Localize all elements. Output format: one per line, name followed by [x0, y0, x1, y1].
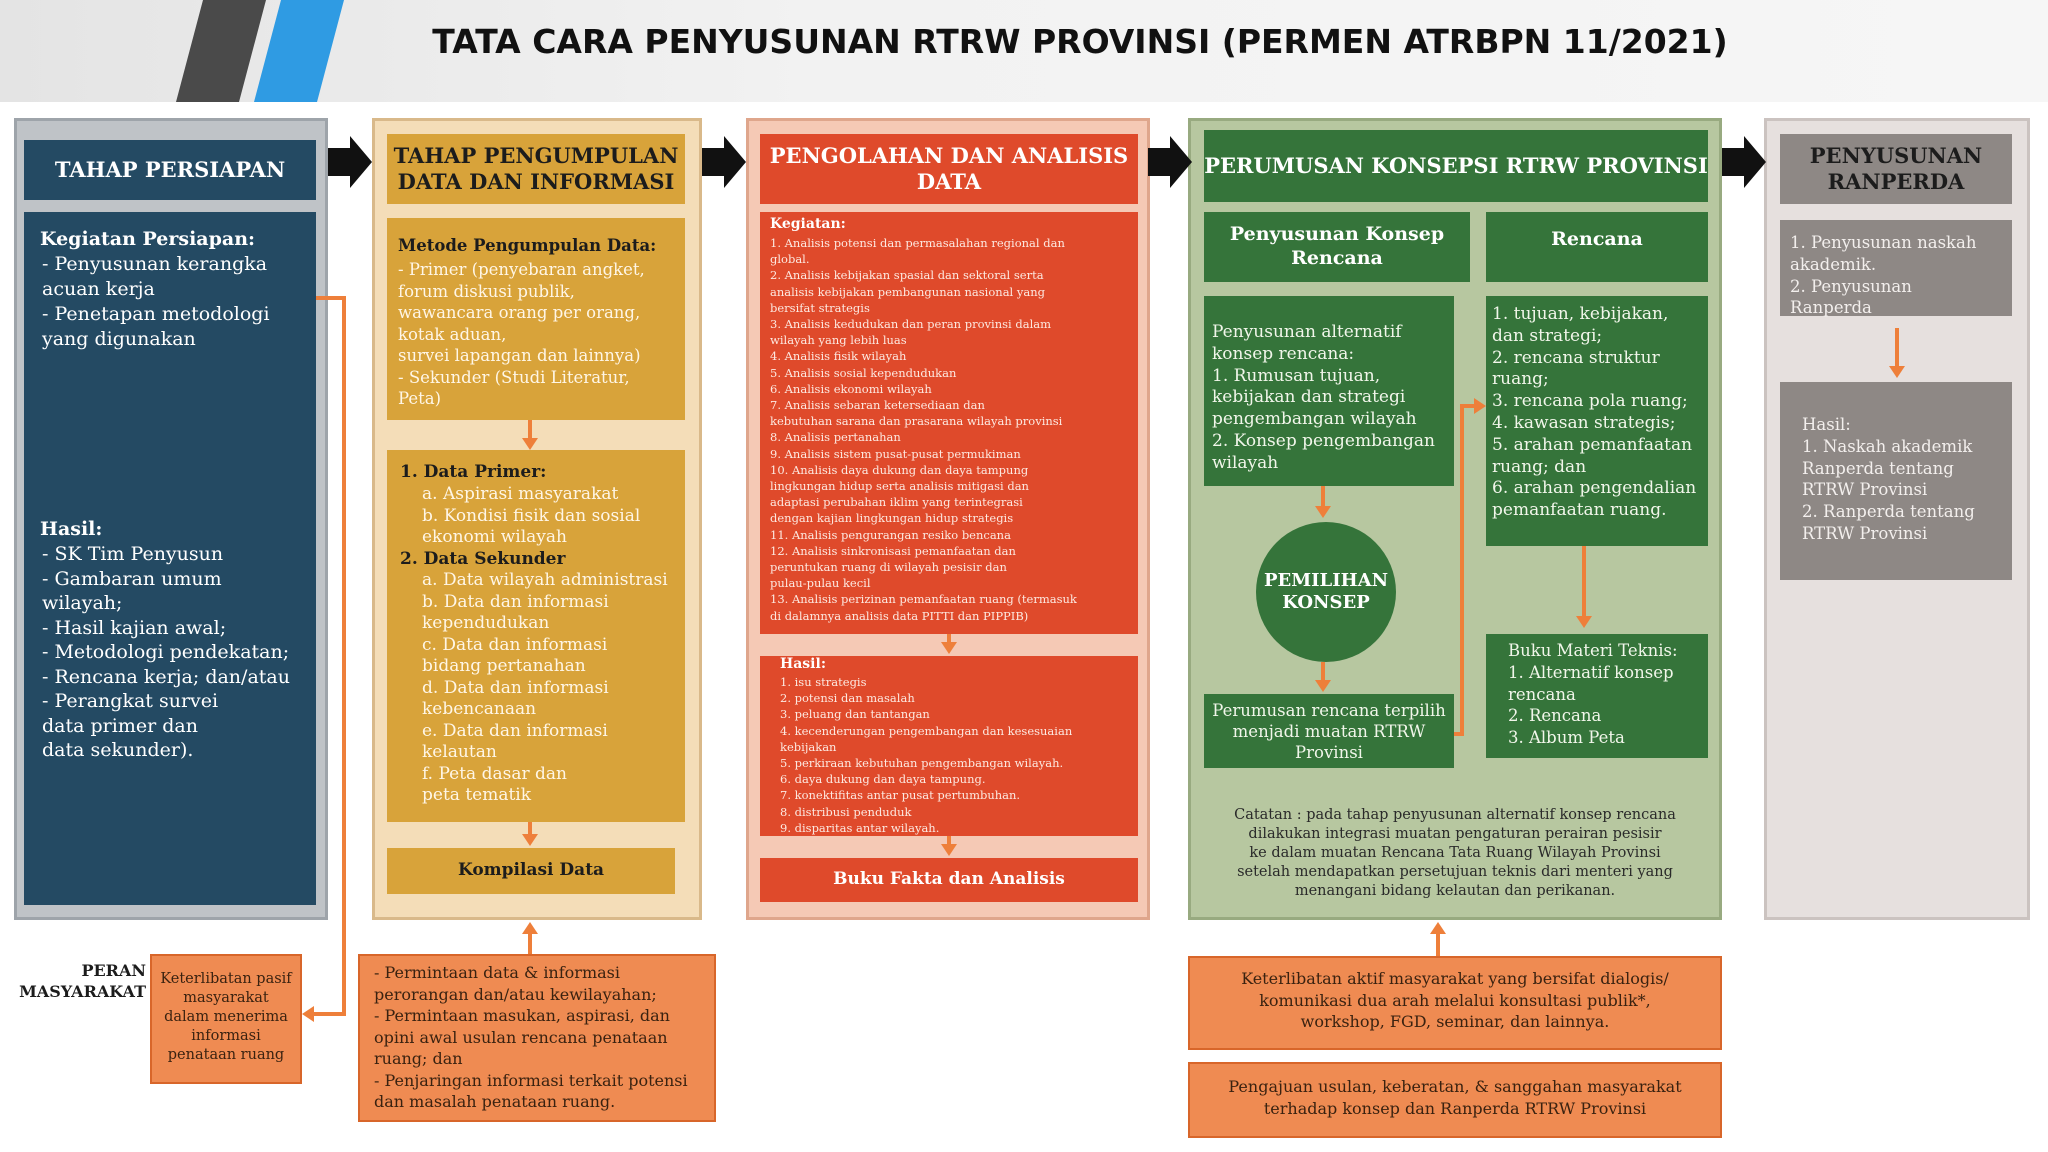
ranperda-items: 1. Penyusunan naskah akademik. 2. Penyusunan Ranperda [1790, 233, 1977, 318]
perumusan-header: PERUMUSAN KONSEPSI RTRW PROVINSI [1204, 130, 1708, 202]
page-title: TATA CARA PENYUSUNAN RTRW PROVINSI (PERMEN ATRBPN 11/2021) [432, 22, 1728, 61]
rencana-header: Rencana [1486, 212, 1708, 282]
konsep-rencana-header: Penyusunan Konsep Rencana [1204, 212, 1470, 282]
arrow-right-icon [1722, 136, 1768, 188]
arrow-right-icon [1148, 136, 1194, 188]
persiapan-hasil-title: Hasil: [40, 518, 103, 540]
pengolahan-hasil-title: Hasil: [780, 656, 826, 672]
data-primer-items: a. Aspirasi masyarakat b. Kondisi fisik dan sosial ekonomi wilayah [422, 484, 641, 547]
buku-materi-teknis: Buku Materi Teknis: 1. Alternatif konsep rencana 2. Rencana 3. Album Peta [1508, 641, 1678, 748]
ranperda-header: PENYUSUNAN RANPERDA [1780, 134, 2012, 204]
peran-box-permintaan: - Permintaan data & informasi perorangan dan/atau kewilayahan; - Permintaan masukan, aspirasi, dan opini awal usulan rencana penataan ruang; dan - Penjaringan informasi terkait potensi dan masalah penataan ruang. [358, 954, 716, 1122]
kompilasi-data: Kompilasi Data [387, 848, 675, 894]
persiapan-kegiatan-title: Kegiatan Persiapan: [40, 228, 256, 250]
pengolahan-kegiatan-items: 1. Analisis potensi dan permasalahan regional dan global. 2. Analisis kebijakan spasial dan sektoral serta analisis kebijakan pembangunan nasional yang bersifat strategis 3. Analisis kedudukan dan peran provinsi dalam wilayah yang lebih luas 4. Analisis fisik wilayah 5. Analisis sosial kependudukan 6. Analisis ekonomi wilayah 7. Analisis sebaran ketersediaan dan kebutuhan sarana dan prasarana wilayah provinsi 8. Analisis pertanahan 9. Analisis sistem pusat-pusat permukiman 10. Analisis daya dukung dan daya tampung lingkungan hidup serta analisis mitigasi dan adaptasi perubahan iklim yang terintegrasi dengan kajian lingkungan hidup strategis 11. Analisis pengurangan resiko bencana 12. Analisis sinkronisasi pemanfaatan dan peruntukan ruang di wilayah pesisir dan pulau-pulau kecil 13. Analisis perizinan pemanfaatan ruang (termasuk di dalamnya analisis data PITTI dan PIPPIB) [770, 236, 1077, 623]
data-sekunder-title: 2. Data Sekunder [400, 549, 566, 569]
pengumpulan-header: TAHAP PENGUMPULAN DATA DAN INFORMASI [387, 134, 685, 204]
peran-box-pasif: Keterlibatan pasif masyarakat dalam menerima informasi penataan ruang [150, 954, 302, 1084]
data-sekunder-items: a. Data wilayah administrasi b. Data dan informasi kependudukan c. Data dan informasi bidang pertanahan d. Data dan informasi kebencanaan e. Data dan informasi kelautan f. Peta dasar dan peta tematik [422, 570, 668, 805]
persiapan-kegiatan-items: - Penyusunan kerangka acuan kerja - Penetapan metodologi yang digunakan [42, 253, 270, 350]
persiapan-header: TAHAP PERSIAPAN [24, 140, 316, 200]
pengolahan-header: PENGOLAHAN DAN ANALISIS DATA [760, 134, 1138, 204]
catatan-note: Catatan : pada tahap penyusunan alternatif konsep rencana dilakukan integrasi muatan pengaturan perairan pesisir ke dalam muatan Rencana Tata Ruang Wilayah Provinsi setelah mendapatkan persetujuan teknis dari menteri yang menangani bidang kelautan dan perikanan. [1234, 807, 1676, 899]
rencana-items: 1. tujuan, kebijakan, dan strategi; 2. rencana struktur ruang; 3. rencana pola ruang; 4. kawasan strategis; 5. arahan pemanfaatan ruang; dan 6. arahan pengendalian pemanfaatan ruang. [1492, 304, 1697, 521]
arrow-right-icon [702, 136, 748, 188]
metode-title: Metode Pengumpulan Data: [398, 236, 657, 255]
peran-box-aktif: Keterlibatan aktif masyarakat yang bersifat dialogis/ komunikasi dua arah melalui konsultasi publik*, workshop, FGD, seminar, dan lainnya. [1188, 956, 1722, 1050]
metode-items: - Primer (penyebaran angket, forum diskusi publik, wawancara orang per orang, kotak aduan, survei lapangan dan lainnya) - Sekunder (Studi Literatur, Peta) [398, 260, 645, 408]
arrow-right-icon [328, 136, 374, 188]
peran-masyarakat-label: PERAN MASYARAKAT [19, 961, 146, 1001]
pengolahan-hasil-items: 1. isu strategis 2. potensi dan masalah 3. peluang dan tantangan 4. kecenderungan pengembangan dan kesesuaian kebijakan 5. perkiraan kebutuhan pengembangan wilayah. 6. daya dukung dan daya tampung. 7. konektifitas antar pusat pertumbuhan. 8. distribusi penduduk 9. disparitas antar wilayah. [780, 675, 1073, 835]
pemilihan-konsep: PEMILIHAN KONSEP [1256, 522, 1396, 662]
peran-box-pengajuan: Pengajuan usulan, keberatan, & sanggahan masyarakat terhadap konsep dan Ranperda RTRW Provinsi [1188, 1062, 1722, 1138]
pengolahan-kegiatan-title: Kegiatan: [770, 216, 846, 232]
ranperda-hasil: Hasil: 1. Naskah akademik Ranperda tentang RTRW Provinsi 2. Ranperda tentang RTRW Provinsi [1802, 415, 1975, 543]
persiapan-hasil-items: - SK Tim Penyusun - Gambaran umum wilayah; - Hasil kajian awal; - Metodologi pendekatan; - Rencana kerja; dan/atau - Perangkat survei data primer dan data sekunder). [42, 543, 290, 761]
data-primer-title: 1. Data Primer: [400, 462, 547, 482]
buku-fakta-analisis: Buku Fakta dan Analisis [760, 858, 1138, 902]
perumusan-rencana-terpilih: Perumusan rencana terpilih menjadi muatan RTRW Provinsi [1204, 694, 1454, 768]
alternatif-text: Penyusunan alternatif konsep rencana: 1. Rumusan tujuan, kebijakan dan strategi pengembangan wilayah 2. Konsep pengembangan wilayah [1212, 322, 1436, 473]
